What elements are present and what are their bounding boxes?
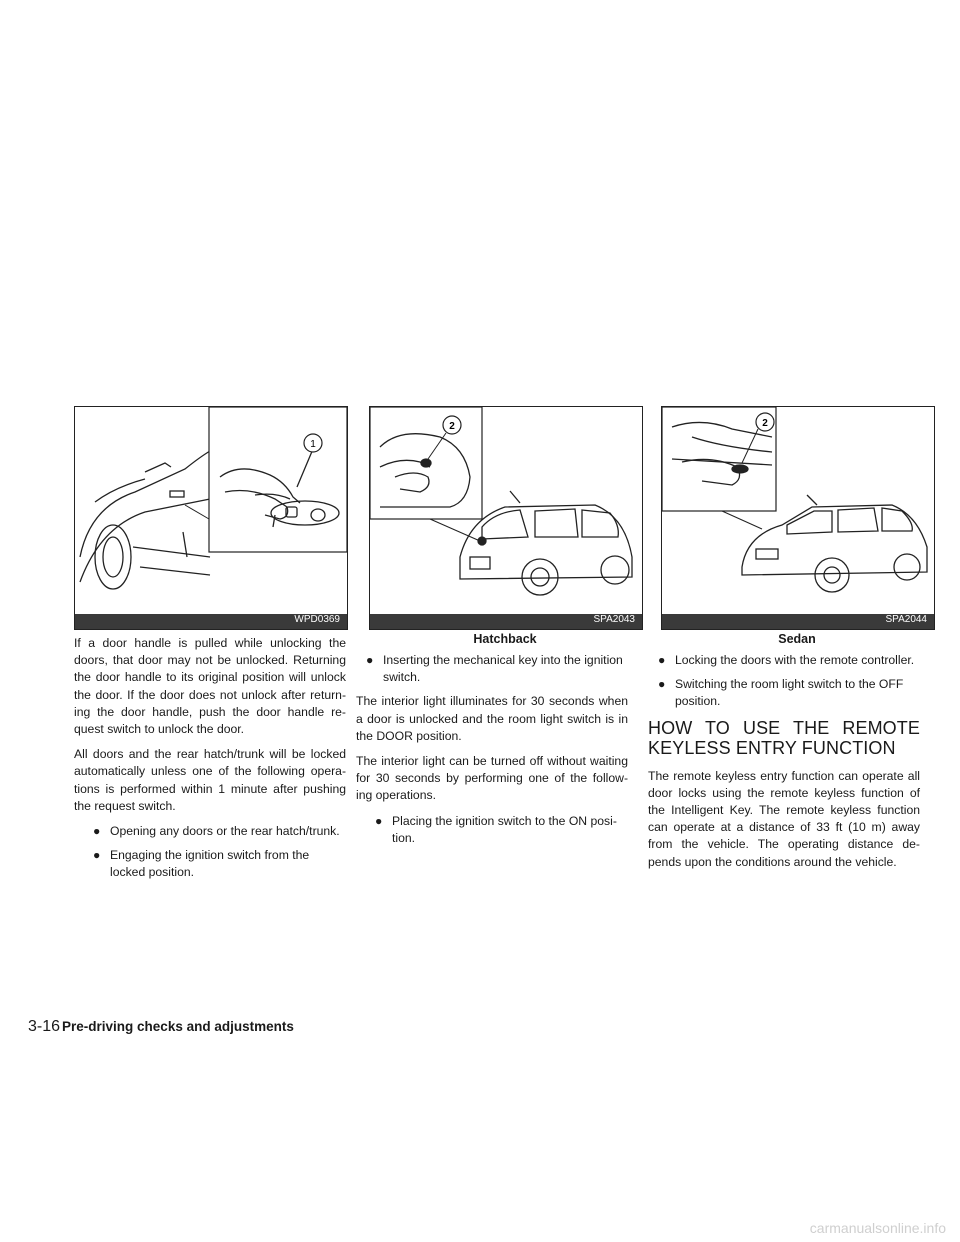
list-item bbox=[356, 813, 628, 847]
figure-code: WPD0369 bbox=[291, 614, 343, 626]
list-item bbox=[74, 823, 346, 840]
figure-caption-sedan: Sedan bbox=[778, 632, 816, 646]
bullet-icon: ● bbox=[366, 653, 374, 667]
figure-hatchback bbox=[369, 406, 643, 630]
list-item-text: Engaging the ignition switch from the locked position. bbox=[110, 848, 310, 880]
callout-2-label: 2 bbox=[449, 421, 455, 432]
text-column-1 bbox=[74, 635, 346, 889]
section-heading: HOW TO USE THE REMOTE KEYLESS ENTRY FUNCTION bbox=[648, 717, 920, 758]
bullet-icon: ● bbox=[93, 824, 101, 839]
figure-code: SPA2044 bbox=[882, 614, 930, 626]
list-item bbox=[74, 847, 346, 881]
list-item-text: Placing the ignition switch to the ON posi- tion. bbox=[392, 813, 617, 845]
paragraph: If a door handle is pulled while unlocking the doors, that door may not be unlocked. Returning the door handle to its original position will unlock the door. If the door does not unlock after return- ing the door handle, push the door handle re- quest switch to unlock the door. bbox=[74, 636, 346, 737]
bullet-icon: ● bbox=[658, 677, 666, 692]
list-item-text: Opening any doors or the rear hatch/trunk. bbox=[110, 824, 340, 839]
hatchback-illustration bbox=[370, 407, 642, 629]
list-item-text: Switching the room light switch to the OFF position. bbox=[675, 677, 904, 709]
watermark: carmanualsonline.info bbox=[809, 1220, 946, 1236]
bullet-icon: ● bbox=[375, 813, 383, 828]
page-number: 3-16 bbox=[28, 1018, 61, 1035]
section-title: Pre-driving checks and adjustments bbox=[62, 1019, 294, 1034]
text-column-3 bbox=[648, 652, 920, 879]
bullet-icon: ● bbox=[658, 653, 666, 667]
figure-code: SPA2043 bbox=[590, 614, 638, 626]
text-column-2 bbox=[356, 652, 628, 854]
figure-caption-hatchback: Hatchback bbox=[473, 632, 537, 646]
sedan-illustration bbox=[662, 407, 934, 629]
list-item bbox=[356, 652, 628, 686]
bullet-icon: ● bbox=[93, 848, 101, 863]
list-item bbox=[648, 676, 920, 710]
paragraph: All doors and the rear hatch/trunk will be locked automatically unless one of the following opera- tions is performed within 1 minute after pushing the request switch. bbox=[74, 747, 346, 813]
list-item-text: Inserting the mechanical key into the ignition switch. bbox=[383, 653, 623, 685]
figure-door-handle bbox=[74, 406, 348, 630]
door-handle-illustration bbox=[75, 407, 347, 629]
paragraph: The remote keyless entry function can operate all door locks using the remote keyless function of the Intelligent Key. The remote keyless function can operate at a distance of 33 ft (10 m) away from the vehicle. The operating distance de- pends upon the conditions around the vehicle. bbox=[648, 768, 920, 869]
list-item bbox=[648, 652, 920, 669]
list-item-text: Locking the doors with the remote controller. bbox=[675, 653, 915, 667]
callout-1-label: 1 bbox=[310, 439, 316, 450]
paragraph: The interior light illuminates for 30 seconds when a door is unlocked and the room light switch is in the DOOR position. bbox=[356, 694, 628, 743]
callout-2-label: 2 bbox=[762, 418, 768, 429]
figure-sedan bbox=[661, 406, 935, 630]
page-footer bbox=[28, 1018, 294, 1036]
paragraph: The interior light can be turned off without waiting for 30 seconds by performing one of the follow- ing operations. bbox=[356, 754, 628, 803]
